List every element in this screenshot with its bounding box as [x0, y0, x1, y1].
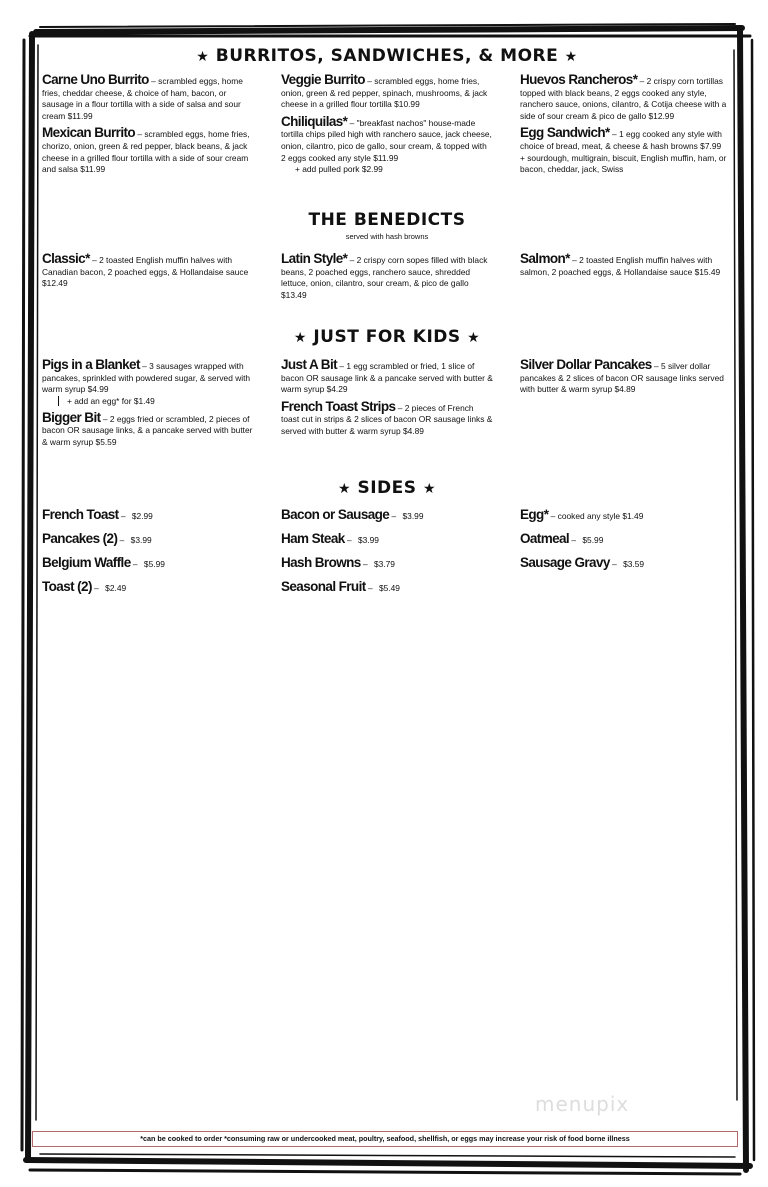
- side-item: Egg* – cooked any style $1.49: [520, 507, 644, 522]
- column-middle: [281, 359, 493, 454]
- side-item: Bacon or Sausage – $3.99: [281, 507, 424, 522]
- section-burritos: [42, 46, 732, 181]
- column-middle: [281, 74, 493, 181]
- menu-item: Silver Dollar Pancakes – 5 silver dollar pancakes & 2 slices of bacon OR sausage links served with butter & warm syrup $4.89: [520, 357, 724, 395]
- column-right: [520, 74, 732, 181]
- column-left: [42, 253, 254, 306]
- side-item: Pancakes (2) – $3.99: [42, 531, 152, 546]
- footer-disclaimer: *can be cooked to order *consuming raw or undercooked meat, poultry, seafood, shellfish, or eggs may increase your risk of food borne illness: [32, 1131, 738, 1147]
- menu-item: Salmon* – 2 toasted English muffin halves with salmon, 2 poached eggs, & Hollandaise sauce $15.49: [520, 251, 721, 277]
- star-icon: ★: [564, 49, 578, 65]
- menu-item: Egg Sandwich* – 1 egg cooked any style with choice of bread, meat, & cheese & hash browns $7.99 + sourdough, multigrain, biscuit, English muffin, ham, or bacon, cheddar, jack, Swiss: [520, 127, 732, 174]
- side-item: French Toast – $2.99: [42, 507, 153, 522]
- column-right: [520, 506, 732, 602]
- star-icon: ★: [293, 330, 307, 346]
- column-middle: [281, 506, 493, 602]
- menu-item: Chiliquilas* – "breakfast nachos" house-made tortilla chips piled high with ranchero sauce, jack cheese, onion, cilantro, pico de gallo, sour cream, & topped with 2 eggs cooked any style $11.99 + add pulled pork $2.99: [281, 113, 492, 175]
- section-benedicts: [42, 210, 732, 306]
- side-item: Toast (2) – $2.49: [42, 579, 127, 594]
- column-left: [42, 359, 254, 454]
- side-item: Hash Browns – $3.79: [281, 555, 395, 570]
- section-title-sides: ★ SIDES ★: [337, 478, 436, 498]
- menu-item: Carne Uno Burrito – scrambled eggs, home fries, cheddar cheese, & choice of ham, bacon, or sausage in a flour tortilla with a side of salsa and sour cream $11.99: [42, 72, 243, 121]
- menu-item: Huevos Rancheros* – 2 crispy corn tortillas topped with black beans, 2 eggs cooked any style, ranchero sauce, onions, cilantro, & Cotija cheese with a side of sour cream & pico de gallo $12.99: [520, 72, 727, 121]
- section-subtitle: served with hash browns: [345, 232, 429, 241]
- menu-content: [42, 40, 732, 594]
- section-sides: [42, 478, 732, 602]
- side-item: Seasonal Fruit – $5.49: [281, 579, 400, 594]
- star-icon: ★: [196, 49, 210, 65]
- menu-item-addon: + sourdough, multigrain, biscuit, English muffin, ham, or bacon, cheddar, jack, Swiss: [520, 152, 727, 174]
- side-item: Ham Steak – $3.99: [281, 531, 379, 546]
- column-middle: [281, 253, 493, 306]
- menu-item: Pigs in a Blanket – 3 sausages wrapped with pancakes, sprinkled with powdered sugar, & served with warm syrup $4.99 + add an egg* for $1.49: [42, 357, 251, 406]
- column-left: [42, 74, 254, 181]
- menu-item: Veggie Burrito – scrambled eggs, home fries, onion, green & red pepper, spinach, mushrooms, & jack cheese in a grilled flour tortilla $10.99: [281, 72, 488, 110]
- menu-item: Classic* – 2 toasted English muffin halves with Canadian bacon, 2 poached eggs, & Hollandaise sauce $12.49: [42, 251, 249, 289]
- side-item: Oatmeal – $5.99: [520, 531, 604, 546]
- menu-item: French Toast Strips – 2 pieces of French toast cut in strips & 2 slices of bacon OR sausage links & served with butter & warm syrup $4.89: [281, 398, 493, 436]
- star-icon: ★: [467, 330, 481, 346]
- menu-item: Bigger Bit – 2 eggs fried or scrambled, 2 pieces of bacon OR sausage links, & a pancake served with butter & warm syrup $5.59: [42, 409, 253, 447]
- side-item: Belgium Waffle – $5.99: [42, 555, 165, 570]
- menu-item: Mexican Burrito – scrambled eggs, home fries, chorizo, onion, green & red pepper, black beans, & jack cheese in a grilled flour tortilla with a side of sour cream and salsa $11.99: [42, 125, 250, 175]
- column-right: [520, 253, 732, 306]
- section-title-kids: ★ JUST FOR KIDS ★: [293, 327, 481, 347]
- menu-item-addon: + add an egg* for $1.49: [58, 396, 155, 406]
- menu-item: Just A Bit – 1 egg scrambled or fried, 1 slice of bacon OR sausage link & a pancake served with butter & warm syrup $4.29: [281, 357, 493, 395]
- column-right: [520, 359, 732, 454]
- side-item: Sausage Gravy – $3.59: [520, 555, 645, 570]
- menu-item-addon: + add pulled pork $2.99: [295, 164, 383, 175]
- column-left: [42, 506, 254, 602]
- watermark: menupix: [535, 1092, 630, 1116]
- star-icon: ★: [337, 481, 352, 497]
- section-title-benedicts: THE BENEDICTS: [308, 210, 466, 230]
- section-title-burritos: ★ BURRITOS, SANDWICHES, & MORE ★: [196, 46, 578, 66]
- section-kids: [42, 327, 732, 454]
- star-icon: ★: [422, 481, 436, 497]
- menu-item: Latin Style* – 2 crispy corn sopes filled with black beans, 2 poached eggs, ranchero sauce, shredded lettuce, onion, cilantro, sour cream, & pico de gallo $13.49: [281, 251, 488, 300]
